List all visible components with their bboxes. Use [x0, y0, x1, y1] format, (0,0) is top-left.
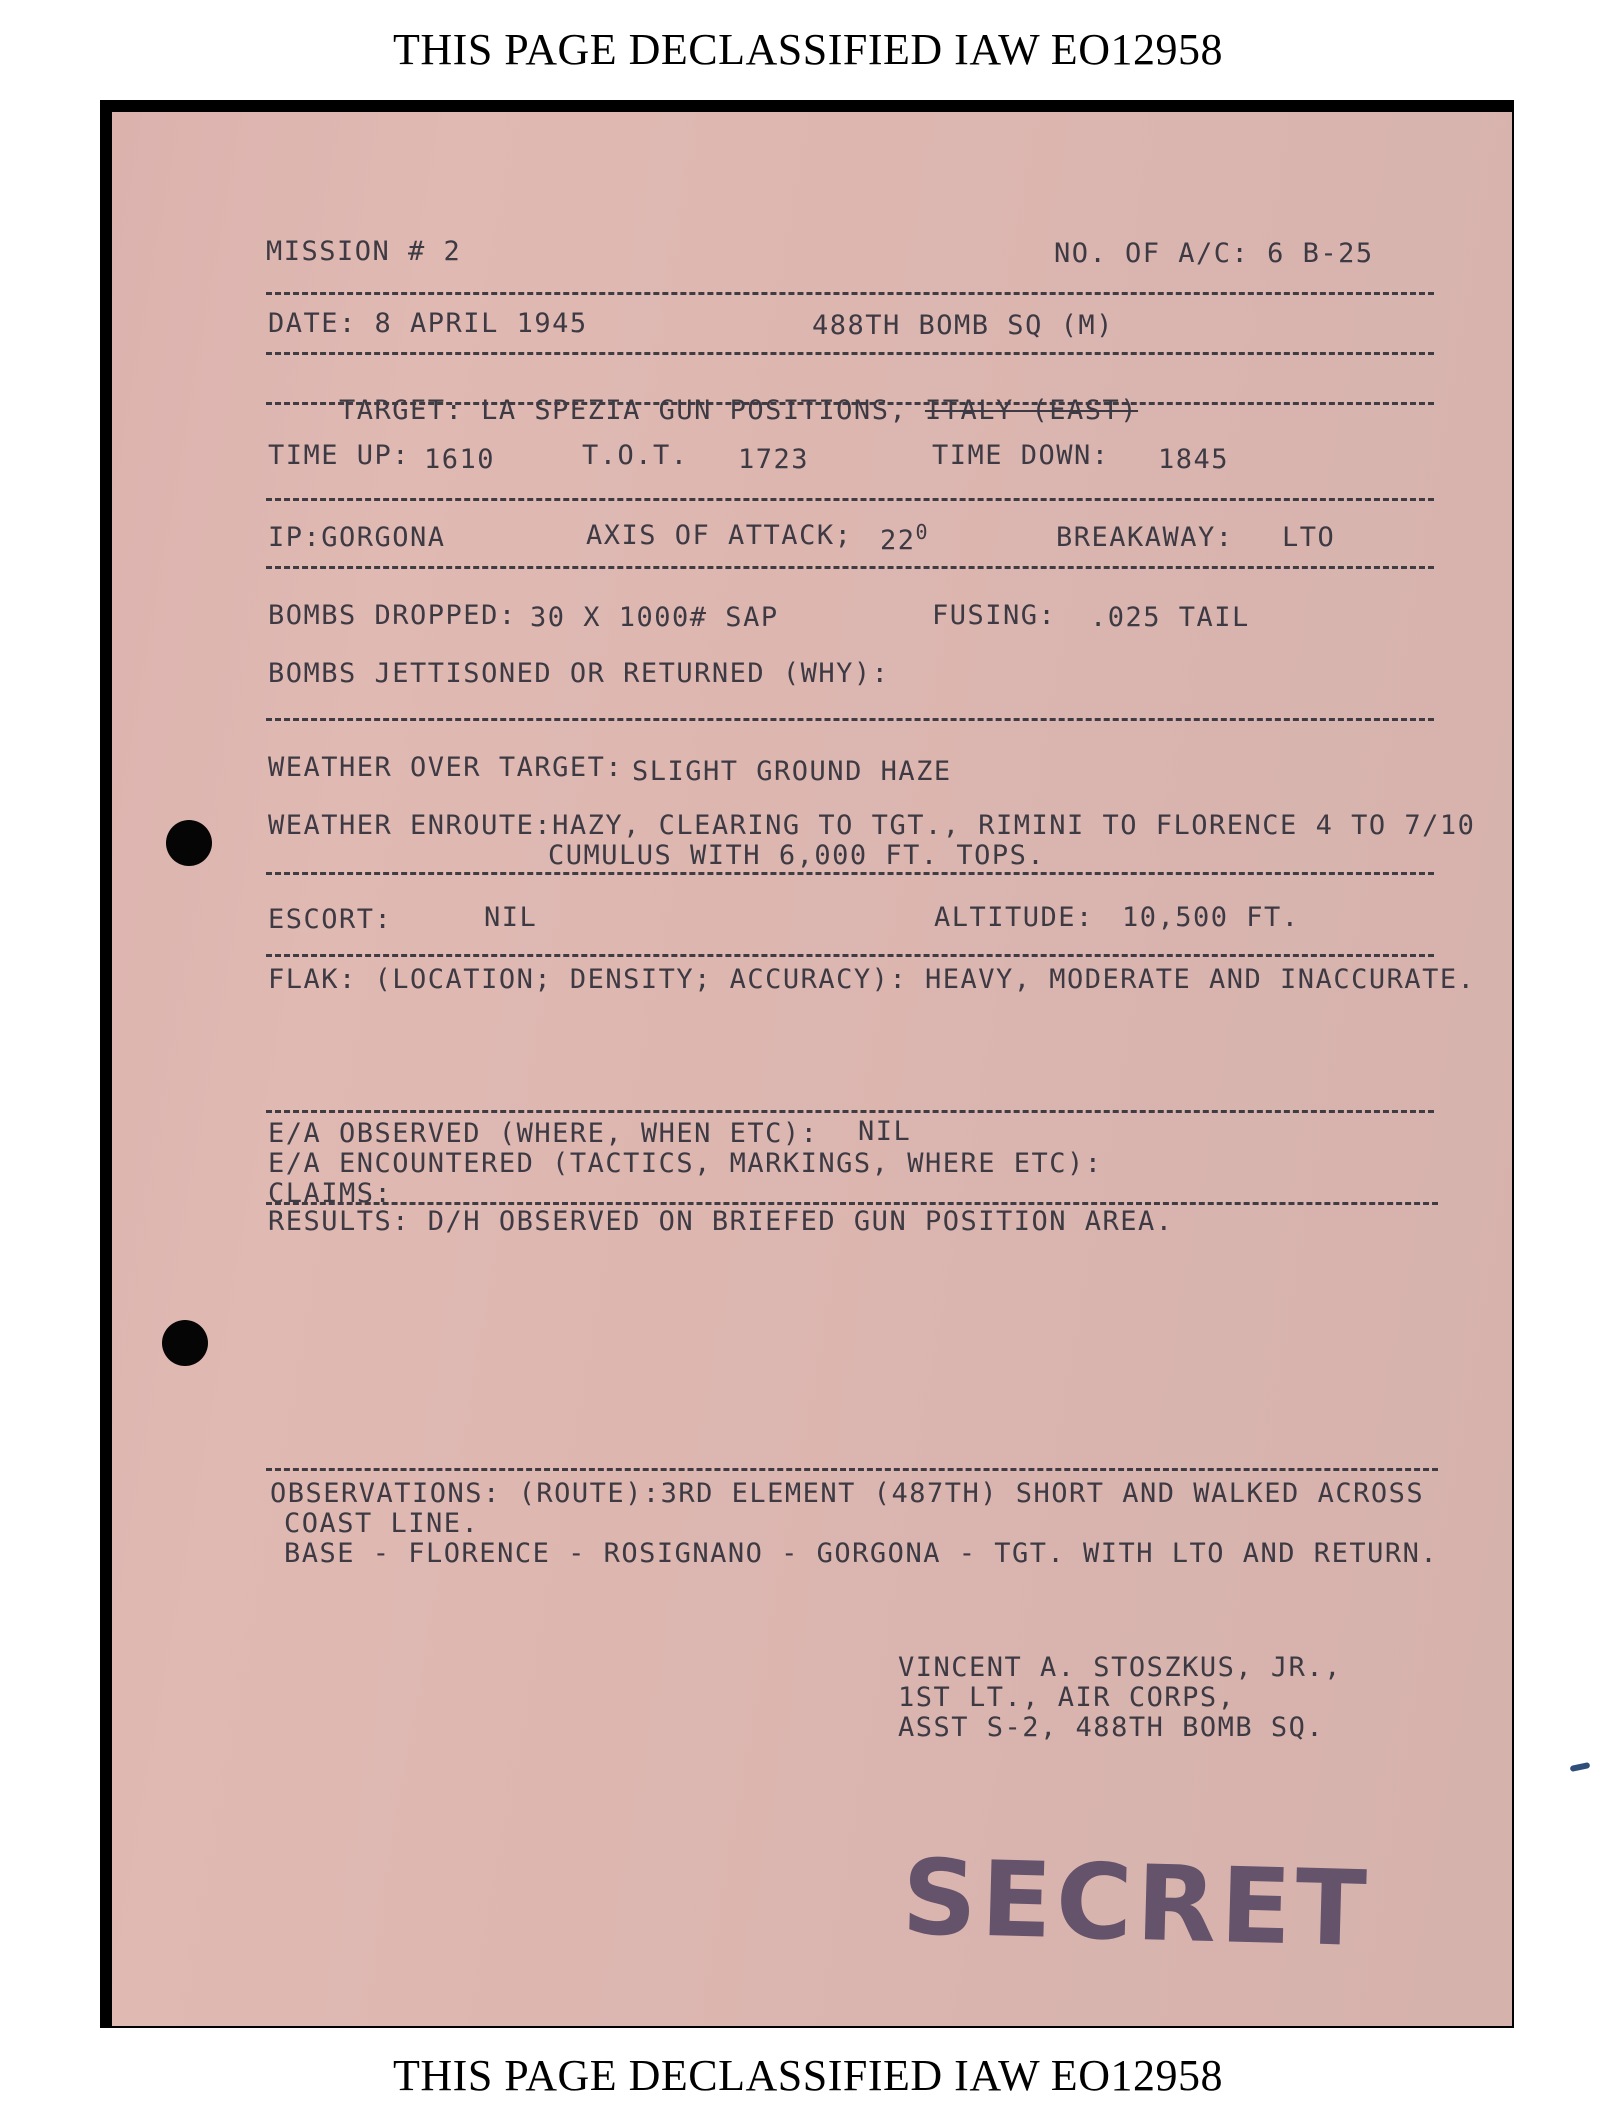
divider — [266, 292, 1434, 295]
divider — [266, 872, 1434, 875]
divider — [266, 498, 1434, 501]
axis-of-attack-value — [880, 520, 929, 556]
mission-number: MISSION # 2 — [266, 236, 462, 267]
bombs-dropped-value: 30 X 1000# SAP — [530, 602, 779, 633]
squadron: 488TH BOMB SQ (M) — [812, 310, 1114, 341]
divider — [266, 1202, 1438, 1205]
signature-name: VINCENT A. STOSZKUS, JR., — [898, 1652, 1342, 1683]
divider — [266, 954, 1434, 957]
observations-line1: OBSERVATIONS: (ROUTE):3RD ELEMENT (487TH) SHORT AND WALKED ACROSS — [270, 1478, 1425, 1509]
binder-hole-bottom — [162, 1320, 208, 1366]
divider — [266, 566, 1434, 569]
ink-smudge — [1570, 1762, 1591, 1772]
altitude-value: 10,500 FT. — [1122, 902, 1300, 933]
binder-hole-top — [166, 820, 212, 866]
axis-of-attack-label: AXIS OF ATTACK; — [586, 520, 853, 551]
divider — [266, 402, 1434, 405]
weather-enroute-line2: CUMULUS WITH 6,000 FT. TOPS. — [548, 840, 1046, 871]
breakaway-label: BREAKAWAY: — [1056, 522, 1234, 553]
flak-report: FLAK: (LOCATION; DENSITY; ACCURACY): HEAVY, MODERATE AND INACCURATE. — [268, 964, 1476, 995]
time-up-value: 1610 — [424, 444, 496, 475]
results: RESULTS: D/H OBSERVED ON BRIEFED GUN POSITION AREA. — [268, 1206, 1174, 1237]
escort-value: NIL — [484, 902, 538, 933]
weather-over-target-label: WEATHER OVER TARGET: — [268, 752, 624, 783]
signature-rank: 1ST LT., AIR CORPS, — [898, 1682, 1236, 1713]
bombs-jettisoned: BOMBS JETTISONED OR RETURNED (WHY): — [268, 658, 890, 689]
declassified-banner-bottom: THIS PAGE DECLASSIFIED IAW EO12958 — [393, 2051, 1223, 2100]
breakaway-value: LTO — [1282, 522, 1336, 553]
tot-value: 1723 — [738, 444, 810, 475]
claims: CLAIMS: — [268, 1178, 393, 1209]
declassified-banner-top: THIS PAGE DECLASSIFIED IAW EO12958 — [393, 25, 1223, 74]
degree-mark: 0 — [915, 520, 930, 544]
weather-enroute-line1: WEATHER ENROUTE:HAZY, CLEARING TO TGT., RIMINI TO FLORENCE 4 TO 7/10 — [268, 810, 1476, 841]
time-down-label: TIME DOWN: — [932, 440, 1110, 471]
divider — [266, 1468, 1438, 1471]
tot-label: T.O.T. — [582, 440, 689, 471]
divider — [266, 1110, 1434, 1113]
bombs-dropped-label: BOMBS DROPPED: — [268, 600, 517, 631]
fusing-value: .025 TAIL — [1090, 602, 1250, 633]
time-up-label: TIME UP: — [268, 440, 411, 471]
ea-observed-label: E/A OBSERVED (WHERE, WHEN ETC): — [268, 1118, 819, 1149]
target-struck-text: ITALY (EAST) — [924, 395, 1139, 426]
initial-point: IP:GORGONA — [268, 522, 446, 553]
ea-observed-value: NIL — [858, 1116, 912, 1147]
altitude-label: ALTITUDE: — [934, 902, 1094, 933]
observations-line3: BASE - FLORENCE - ROSIGNANO - GORGONA - TGT. WITH LTO AND RETURN. — [284, 1538, 1439, 1569]
signature-title: ASST S-2, 488TH BOMB SQ. — [898, 1712, 1325, 1743]
fusing-label: FUSING: — [932, 600, 1057, 631]
mission-date: DATE: 8 APRIL 1945 — [268, 308, 588, 339]
mission-report-sheet — [112, 112, 1512, 2026]
target-text: TARGET: LA SPEZIA GUN POSITIONS, — [339, 395, 908, 426]
weather-over-target-value: SLIGHT GROUND HAZE — [632, 756, 952, 787]
divider — [266, 718, 1434, 721]
ea-encountered: E/A ENCOUNTERED (TACTICS, MARKINGS, WHERE ETC): — [268, 1148, 1103, 1179]
aircraft-count: NO. OF A/C: 6 B-25 — [1054, 238, 1374, 269]
observations-line2: COAST LINE. — [284, 1508, 480, 1539]
time-down-value: 1845 — [1158, 444, 1230, 475]
divider — [266, 352, 1434, 355]
escort-label: ESCORT: — [268, 904, 393, 935]
secret-stamp: SECRET — [900, 1835, 1372, 1971]
axis-degrees: 22 — [880, 525, 916, 556]
